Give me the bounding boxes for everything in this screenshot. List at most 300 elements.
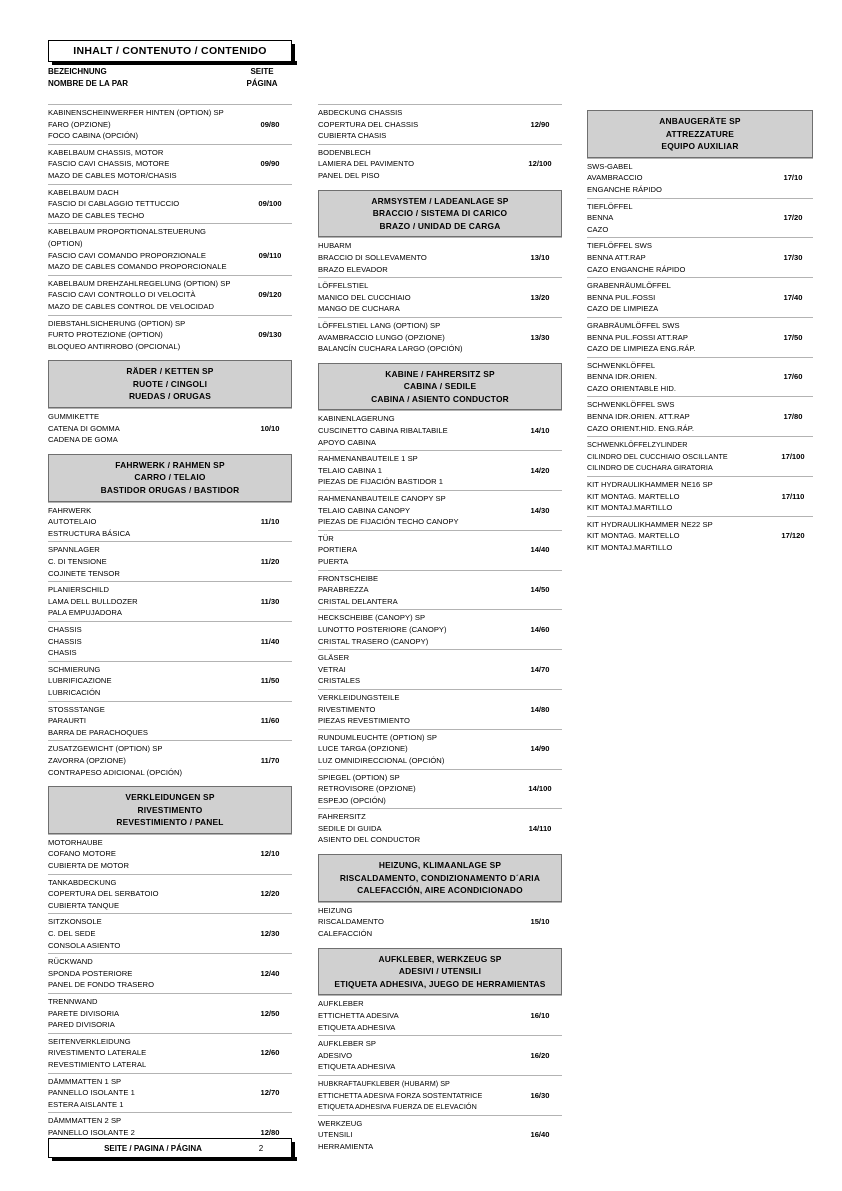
- entry-name-line: BENNA PUL.FOSSI ATT.RAP: [587, 332, 689, 342]
- entry-names: [318, 772, 518, 807]
- entry-page-number[interactable]: 09/120: [258, 290, 282, 300]
- entry-name-line: LUCE TARGA (OPZIONE): [318, 744, 408, 754]
- entry-name-line: RIVESTIMENTO LATERALE: [48, 1048, 147, 1058]
- entry-name-line: FASCIO CAVI CHASSIS, MOTORE: [48, 159, 170, 169]
- entry-name-line: RAHMENANBAUTEILE CANOPY SP: [318, 494, 446, 504]
- entry-names: [48, 996, 248, 1031]
- entry-names: [318, 280, 518, 315]
- entry-names: [48, 877, 248, 912]
- entry-page-number[interactable]: 17/50: [783, 332, 803, 342]
- entry-name-line: VETRAI: [318, 664, 346, 674]
- entry-names: [48, 147, 248, 182]
- entry-page-number[interactable]: 15/10: [530, 917, 550, 927]
- section-header-line: BRACCIO / SISTEMA DI CARICO: [372, 208, 508, 219]
- entry-page-number[interactable]: 14/40: [530, 545, 550, 555]
- index-entry[interactable]: [318, 570, 562, 610]
- entry-name-line: PLANIERSCHILD: [48, 585, 109, 595]
- index-entry[interactable]: [587, 317, 813, 357]
- footer-wrapper: [48, 1138, 292, 1158]
- index-entry[interactable]: [318, 144, 562, 184]
- entry-name-line: CATENA DI GOMMA: [48, 423, 120, 433]
- index-entry[interactable]: [48, 1033, 292, 1073]
- index-entry[interactable]: [48, 621, 292, 661]
- entry-name-line: ESTRUCTURA BÁSICA: [48, 528, 131, 538]
- entry-page-number[interactable]: 12/60: [260, 1048, 280, 1058]
- entry-name-line: SCHWENKLÖFFELZYLINDER: [587, 440, 688, 450]
- entry-name-line: HECKSCHEIBE (CANOPY) SP: [318, 613, 426, 623]
- entry-page-number[interactable]: 14/50: [530, 585, 550, 595]
- entry-page-number[interactable]: 17/30: [783, 252, 803, 262]
- entry-page-number[interactable]: 11/30: [260, 596, 280, 606]
- entry-name-line: CAZO ENGANCHE RÁPIDO: [587, 264, 686, 274]
- entry-names: [48, 318, 248, 353]
- index-entry[interactable]: [318, 1115, 562, 1155]
- entry-name-line: KIT HYDRAULIKHAMMER NE16 SP: [587, 480, 713, 490]
- index-entry[interactable]: [48, 104, 292, 144]
- entry-name-line: MAZO DE CABLES TECHO: [48, 210, 145, 220]
- column-header-name-es: NOMBRE DE LA PAR: [48, 79, 128, 88]
- index-entry[interactable]: [587, 357, 813, 397]
- entry-name-line: AVAMBRACCIO LUNGO (OPZIONE): [318, 332, 445, 342]
- entry-name-line: CAZO: [587, 224, 609, 234]
- entry-name-line: MAZO DE CABLES CONTROL DE VELOCIDAD: [48, 301, 215, 311]
- entry-name-line: GUMMIKETTE: [48, 412, 100, 422]
- entry-names: [48, 505, 248, 540]
- entry-name-line: BENNA: [587, 213, 614, 223]
- entry-name-line: BALANCÍN CUCHARA LARGO (OPCIÓN): [318, 344, 463, 354]
- entry-name-line: TELAIO CABINA 1: [318, 465, 383, 475]
- entry-name-line: AUFKLEBER: [318, 999, 364, 1009]
- entry-name-line: SITZKONSOLE: [48, 917, 102, 927]
- entry-page-number[interactable]: 14/30: [530, 505, 550, 515]
- entry-name-line: MAZO DE CABLES COMANDO PROPORCIONALE: [48, 262, 227, 272]
- entry-name-line: LUNOTTO POSTERIORE (CANOPY): [318, 624, 447, 634]
- entry-names: [48, 411, 248, 446]
- section-header-line: ETIQUETA ADHESIVA, JUEGO DE HERRAMIENTAS: [334, 978, 546, 989]
- entry-name-line: CAZO DE LIMPIEZA: [587, 304, 659, 314]
- entry-name-line: REVESTIMIENTO LATERAL: [48, 1059, 147, 1069]
- section-header-line: CABINA / ASIENTO CONDUCTOR: [371, 393, 509, 404]
- entry-name-line: RETROVISORE (OPZIONE): [318, 784, 416, 794]
- entry-name-line: KIT MONTAJ.MARTILLO: [587, 503, 673, 513]
- section-header: [318, 854, 562, 902]
- entry-page-number[interactable]: 09/90: [260, 159, 280, 169]
- index-entry[interactable]: [48, 874, 292, 914]
- entry-name-line: BRACCIO DI SOLLEVAMENTO: [318, 252, 427, 262]
- index-entry[interactable]: [318, 1075, 562, 1115]
- index-entry[interactable]: [48, 913, 292, 953]
- entry-name-line: LÖFFELSTIEL: [318, 281, 369, 291]
- entry-name-line: PARAURTI: [48, 716, 87, 726]
- entry-name-line: PANEL DE FONDO TRASERO: [48, 980, 155, 990]
- entry-name-line: SCHWENKLÖFFEL: [587, 360, 656, 370]
- entry-names: [48, 624, 248, 659]
- column-header-name-de: BEZEICHNUNG: [48, 67, 107, 76]
- index-entry[interactable]: [48, 184, 292, 224]
- entry-name-line: GRABRÄUMLÖFFEL SWS: [587, 320, 680, 330]
- entry-name-line: KIT HYDRAULIKHAMMER NE22 SP: [587, 519, 713, 529]
- content-column-1: [48, 104, 292, 1152]
- entry-name-line: BARRA DE PARACHOQUES: [48, 727, 149, 737]
- index-entry[interactable]: [48, 953, 292, 993]
- section-header-line: BRAZO / UNIDAD DE CARGA: [379, 220, 501, 231]
- index-entry[interactable]: [318, 1035, 562, 1075]
- footer-shadow-bottom: [52, 1157, 297, 1161]
- index-entry[interactable]: [587, 277, 813, 317]
- entry-name-line: CUBIERTA CHASIS: [318, 131, 387, 141]
- entry-names: [48, 1036, 248, 1071]
- index-entry[interactable]: [48, 541, 292, 581]
- entry-name-line: ETTICHETTA ADESIVA FORZA SOSTENTATRICE: [318, 1090, 483, 1100]
- index-entry[interactable]: [318, 104, 562, 144]
- entry-page-number[interactable]: 09/110: [258, 250, 282, 260]
- index-entry[interactable]: [48, 701, 292, 741]
- entry-name-line: CALEFACCIÓN: [318, 929, 373, 939]
- entry-page-number[interactable]: 14/90: [530, 744, 550, 754]
- index-entry[interactable]: [48, 993, 292, 1033]
- entry-name-line: PARETE DIVISORIA: [48, 1008, 120, 1018]
- section-header: [318, 363, 562, 411]
- entry-names: [48, 916, 248, 951]
- entry-page-number[interactable]: 17/10: [783, 173, 803, 183]
- entry-name-line: CRISTAL DELANTERA: [318, 596, 398, 606]
- section-header: [587, 110, 813, 158]
- entry-page-number[interactable]: 16/40: [530, 1130, 550, 1140]
- entry-name-line: ABDECKUNG CHASSIS: [318, 108, 403, 117]
- content-column-2: [318, 104, 562, 1155]
- entry-name-line: FASCIO CAVI CONTROLLO DI VELOCITÀ: [48, 290, 196, 300]
- entry-page-number[interactable]: 14/10: [530, 426, 550, 436]
- entry-name-line: SCHWENKLÖFFEL SWS: [587, 400, 675, 410]
- section-header-line: KABINE / FAHRERSITZ SP: [385, 368, 495, 379]
- entry-page-number[interactable]: 17/100: [781, 451, 805, 461]
- entry-names: [318, 240, 518, 275]
- entry-name-line: FRONTSCHEIBE: [318, 573, 379, 583]
- entry-name-line: LAMIERA DEL PAVIMENTO: [318, 159, 415, 169]
- section-header-line: ANBAUGERÄTE SP: [659, 116, 741, 126]
- entry-name-line: KIT MONTAG. MARTELLO: [587, 491, 680, 501]
- entry-name-line: CAZO DE LIMPIEZA ENG.RÁP.: [587, 344, 696, 354]
- entry-name-line: PUERTA: [318, 557, 349, 566]
- entry-page-number[interactable]: 12/90: [530, 119, 550, 129]
- entry-page-number[interactable]: 16/10: [530, 1011, 550, 1020]
- entry-page-number[interactable]: 14/110: [528, 823, 552, 833]
- title-box-wrapper: [48, 40, 292, 62]
- index-entry[interactable]: [587, 237, 813, 277]
- entry-name-line: KABINENSCHEINWERFER HINTEN (OPTION) SP: [48, 108, 224, 117]
- entry-name-line: CILINDRO DEL CUCCHIAIO OSCILLANTE: [587, 451, 728, 461]
- entry-name-line: ZUSATZGEWICHT (OPTION) SP: [48, 744, 163, 754]
- title-shadow-bottom: [52, 61, 297, 65]
- footer-page-number: 2: [258, 1143, 264, 1153]
- entry-names: [48, 187, 248, 222]
- entry-name-line: HEIZUNG: [318, 905, 353, 915]
- entry-page-number[interactable]: 12/20: [260, 889, 280, 899]
- entry-name-line: BENNA ATT.RAP: [587, 252, 646, 262]
- entry-name-line: RISCALDAMENTO: [318, 917, 384, 927]
- entry-name-line: AUFKLEBER SP: [318, 1039, 376, 1049]
- section-header-line: BASTIDOR ORUGAS / BASTIDOR: [100, 485, 240, 496]
- entry-page-number[interactable]: 11/50: [260, 676, 280, 686]
- index-entry[interactable]: [587, 396, 813, 436]
- entry-names: [318, 905, 518, 940]
- section-header: [318, 190, 562, 238]
- index-entry[interactable]: [318, 530, 562, 570]
- entry-name-line: ETTICHETTA ADESIVA: [318, 1011, 399, 1020]
- entry-name-line: FARO (OPZIONE): [48, 119, 111, 129]
- entry-name-line: LUBRICACIÓN: [48, 687, 101, 697]
- index-entry[interactable]: [48, 834, 292, 874]
- entry-name-line: PALA EMPUJADORA: [48, 608, 123, 618]
- column-header-page-de: SEITE: [250, 67, 274, 76]
- entry-name-line: BENNA PUL.FOSSI: [587, 292, 656, 302]
- section-header-line: RISCALDAMENTO, CONDIZIONAMENTO D´ARIA: [339, 872, 541, 883]
- entry-name-line: MAZO DE CABLES MOTOR/CHASIS: [48, 170, 177, 180]
- entry-name-line: GRABENRÄUMLÖFFEL: [587, 281, 671, 291]
- entry-names: [587, 479, 773, 514]
- entry-page-number[interactable]: 17/40: [783, 292, 803, 302]
- index-entry[interactable]: [318, 609, 562, 649]
- entry-page-number[interactable]: 09/100: [258, 199, 282, 209]
- entry-name-line: WERKZEUG: [318, 1118, 363, 1128]
- entry-name-line: RAHMENANBAUTEILE 1 SP: [318, 454, 418, 464]
- entry-page-number[interactable]: 17/110: [781, 491, 805, 501]
- entry-names: [48, 226, 248, 272]
- section-header-line: RUEDAS / ORUGAS: [128, 391, 212, 402]
- entry-page-number[interactable]: 17/80: [783, 412, 803, 422]
- entry-names: [48, 704, 248, 739]
- index-entry[interactable]: [318, 902, 562, 942]
- entry-name-line: RIVESTIMENTO: [318, 704, 376, 714]
- entry-name-line: CHASSIS: [48, 624, 82, 634]
- entry-name-line: COJINETE TENSOR: [48, 568, 120, 578]
- entry-name-line: COPERTURA DEL SERBATOIO: [48, 889, 159, 899]
- index-entry[interactable]: [318, 689, 562, 729]
- entry-name-line: AUTOTELAIO: [48, 517, 97, 527]
- entry-names: [587, 519, 773, 554]
- section-header-line: REVESTIMIENTO / PANEL: [116, 817, 224, 828]
- entry-names: [318, 732, 518, 767]
- entry-name-line: FASCIO CAVI COMANDO PROPORZIONALE: [48, 250, 207, 260]
- entry-page-number[interactable]: 16/30: [530, 1090, 550, 1100]
- entry-name-line: PARABREZZA: [318, 585, 369, 595]
- entry-page-number[interactable]: 12/30: [260, 929, 280, 939]
- entry-page-number[interactable]: 14/100: [528, 784, 552, 794]
- entry-name-line: FAHRWERK: [48, 505, 92, 515]
- entry-names: [318, 320, 518, 355]
- index-entry[interactable]: [318, 769, 562, 809]
- index-entry[interactable]: [48, 223, 292, 274]
- index-entry[interactable]: [318, 649, 562, 689]
- index-entry[interactable]: [318, 490, 562, 530]
- entry-page-number[interactable]: 11/70: [260, 755, 280, 765]
- entry-name-line: CRISTAL TRASERO (CANOPY): [318, 636, 429, 646]
- entry-name-line: DÄMMMATTEN 2 SP: [48, 1116, 122, 1126]
- entry-name-line: KABINENLAGERUNG: [318, 414, 395, 424]
- index-entry[interactable]: [48, 502, 292, 542]
- entry-name-line: KIT MONTAG. MARTELLO: [587, 531, 680, 541]
- entry-page-number[interactable]: 09/80: [260, 119, 280, 129]
- entry-page-number[interactable]: 12/80: [260, 1127, 280, 1137]
- entry-names: [318, 533, 518, 568]
- entry-name-line: TRENNWAND: [48, 997, 98, 1006]
- entry-page-number[interactable]: 14/80: [530, 704, 550, 714]
- entry-names: [48, 278, 248, 313]
- entry-page-number[interactable]: 12/50: [260, 1008, 280, 1018]
- entry-names: [587, 280, 773, 315]
- index-entry[interactable]: [587, 476, 813, 516]
- entry-name-line: CILINDRO DE CUCHARA GIRATORIA: [587, 463, 713, 473]
- entry-page-number[interactable]: 16/20: [530, 1050, 550, 1060]
- index-entry[interactable]: [318, 995, 562, 1035]
- index-entry[interactable]: [48, 581, 292, 621]
- index-entry[interactable]: [48, 315, 292, 355]
- entry-page-number[interactable]: 11/40: [260, 636, 280, 646]
- entry-name-line: FASCIO DI CABLAGGIO TETTUCCIO: [48, 199, 180, 209]
- entry-names: [587, 201, 773, 236]
- entry-name-line: BLOQUEO ANTIRROBO (OPCIONAL): [48, 341, 181, 351]
- entry-name-line: HUBARM: [318, 241, 352, 251]
- entry-name-line: CAZO ORIENT.HID. ENG.RÁP.: [587, 423, 695, 433]
- index-entry[interactable]: [48, 661, 292, 701]
- entry-name-line: (OPTION): [48, 238, 83, 248]
- entry-name-line: ESTERA AISLANTE 1: [48, 1099, 124, 1109]
- entry-page-number[interactable]: 17/20: [783, 213, 803, 223]
- section-header: [48, 454, 292, 502]
- entry-name-line: LÖFFELSTIEL LANG (OPTION) SP: [318, 320, 441, 330]
- section-header-line: CABINA / SEDILE: [403, 381, 477, 392]
- section-header-line: FAHRWERK / RAHMEN SP: [115, 459, 225, 470]
- index-entry[interactable]: [587, 158, 813, 198]
- entry-name-line: TANKABDECKUNG: [48, 877, 117, 887]
- entry-names: [48, 107, 248, 142]
- entry-names: [318, 107, 518, 142]
- entry-page-number[interactable]: 14/60: [530, 624, 550, 634]
- section-header-line: RÄDER / KETTEN SP: [126, 366, 214, 377]
- index-entry[interactable]: [318, 317, 562, 357]
- entry-name-line: PIEZAS REVESTIMIENTO: [318, 716, 411, 726]
- entry-name-line: GLÄSER: [318, 653, 350, 663]
- entry-name-line: KABELBAUM DACH: [48, 187, 119, 197]
- index-entry[interactable]: [318, 450, 562, 490]
- entry-name-line: CRISTALES: [318, 676, 361, 686]
- entry-name-line: DIEBSTAHLSICHERUNG (OPTION) SP: [48, 318, 186, 328]
- entry-page-number[interactable]: 11/10: [260, 517, 280, 527]
- entry-name-line: CUBIERTA TANQUE: [48, 900, 120, 910]
- index-entry[interactable]: [48, 740, 292, 780]
- entry-name-line: AVAMBRACCIO: [587, 173, 643, 183]
- entry-name-line: ETIQUETA ADHESIVA FUERZA DE ELEVACIÓN: [318, 1102, 477, 1112]
- entry-page-number[interactable]: 14/20: [530, 465, 550, 475]
- page-title: [48, 40, 292, 62]
- entry-name-line: ZAVORRA (OPZIONE): [48, 755, 126, 765]
- entry-name-line: CONTRAPESO ADICIONAL (OPCIÓN): [48, 767, 183, 777]
- entry-names: [48, 1076, 248, 1111]
- entry-names: [587, 439, 773, 474]
- entry-names: [318, 493, 518, 528]
- index-entry[interactable]: [48, 144, 292, 184]
- index-entry[interactable]: [318, 729, 562, 769]
- entry-name-line: CUBIERTA DE MOTOR: [48, 861, 130, 871]
- entry-name-line: LUZ OMNIDIRECCIONAL (OPCIÓN): [318, 755, 445, 765]
- entry-page-number[interactable]: 17/60: [783, 372, 803, 382]
- entry-name-line: RÜCKWAND: [48, 957, 93, 967]
- index-entry[interactable]: [48, 1073, 292, 1113]
- entry-page-number[interactable]: 13/20: [530, 292, 550, 302]
- entry-name-line: PANEL DEL PISO: [318, 170, 380, 180]
- entry-name-line: C. DI TENSIONE: [48, 557, 107, 566]
- entry-name-line: FAHRERSITZ: [318, 812, 366, 822]
- entry-name-line: MANICO DEL CUCCHIAIO: [318, 292, 411, 302]
- entry-name-line: CADENA DE GOMA: [48, 435, 118, 445]
- entry-name-line: BENNA IDR.ORIEN.: [587, 372, 657, 382]
- entry-name-line: RUNDUMLEUCHTE (OPTION) SP: [318, 732, 437, 742]
- entry-name-line: COPERTURA DEL CHASSIS: [318, 119, 419, 129]
- index-entry[interactable]: [318, 277, 562, 317]
- entry-name-line: STOSSSTANGE: [48, 704, 105, 714]
- entry-name-line: ETIQUETA ADHESIVA: [318, 1022, 396, 1032]
- index-entry[interactable]: [587, 198, 813, 238]
- entry-page-number[interactable]: 09/130: [258, 330, 282, 340]
- entry-name-line: SEDILE DI GUIDA: [318, 823, 382, 833]
- index-entry[interactable]: [48, 408, 292, 448]
- entry-names: [318, 692, 518, 727]
- index-entry[interactable]: [587, 516, 813, 556]
- index-entry[interactable]: [587, 436, 813, 476]
- entry-name-line: CONSOLA ASIENTO: [48, 940, 121, 950]
- entry-page-number[interactable]: 13/30: [530, 332, 550, 342]
- entry-names: [587, 240, 773, 275]
- entry-name-line: BODENBLECH: [318, 147, 371, 157]
- entry-name-line: BENNA IDR.ORIEN. ATT.RAP: [587, 412, 690, 422]
- index-entry[interactable]: [48, 275, 292, 315]
- entry-name-line: DÄMMMATTEN 1 SP: [48, 1076, 122, 1086]
- entry-page-number[interactable]: 12/40: [260, 968, 280, 978]
- entry-names: [587, 320, 773, 355]
- entry-page-number[interactable]: 10/10: [260, 423, 280, 433]
- entry-page-number[interactable]: 17/120: [781, 531, 805, 541]
- entry-name-line: HUBKRAFTAUFKLEBER (HUBARM) SP: [318, 1078, 450, 1088]
- entry-name-line: BRAZO ELEVADOR: [318, 264, 388, 274]
- entry-names: [318, 1118, 518, 1153]
- index-entry[interactable]: [318, 410, 562, 450]
- entry-names: [318, 1078, 518, 1113]
- index-entry[interactable]: [318, 237, 562, 277]
- entry-name-line: SPANNLAGER: [48, 545, 100, 555]
- entry-page-number[interactable]: 14/70: [530, 664, 550, 674]
- entry-page-number[interactable]: 12/10: [260, 849, 280, 859]
- entry-name-line: HERRAMIENTA: [318, 1141, 374, 1151]
- entry-name-line: TÜR: [318, 533, 334, 543]
- entry-names: [48, 584, 248, 619]
- entry-page-number[interactable]: 11/60: [260, 716, 280, 726]
- entry-name-line: FOCO CABINA (OPCIÓN): [48, 131, 139, 141]
- section-header-line: VERKLEIDUNGEN SP: [125, 792, 215, 803]
- section-header: [48, 360, 292, 408]
- entry-page-number[interactable]: 12/100: [528, 159, 552, 169]
- page-footer: [48, 1138, 292, 1158]
- entry-name-line: FURTO PROTEZIONE (OPTION): [48, 330, 163, 340]
- entry-page-number[interactable]: 13/10: [530, 252, 550, 262]
- entry-name-line: PANNELLO ISOLANTE 2: [48, 1127, 135, 1137]
- section-header-line: ARMSYSTEM / LADEANLAGE SP: [371, 195, 509, 206]
- entry-page-number[interactable]: 12/70: [260, 1088, 280, 1098]
- entry-names: [318, 453, 518, 488]
- index-entry[interactable]: [318, 808, 562, 848]
- entry-names: [48, 956, 248, 991]
- entry-names: [318, 811, 518, 846]
- entry-page-number[interactable]: 11/20: [260, 557, 280, 566]
